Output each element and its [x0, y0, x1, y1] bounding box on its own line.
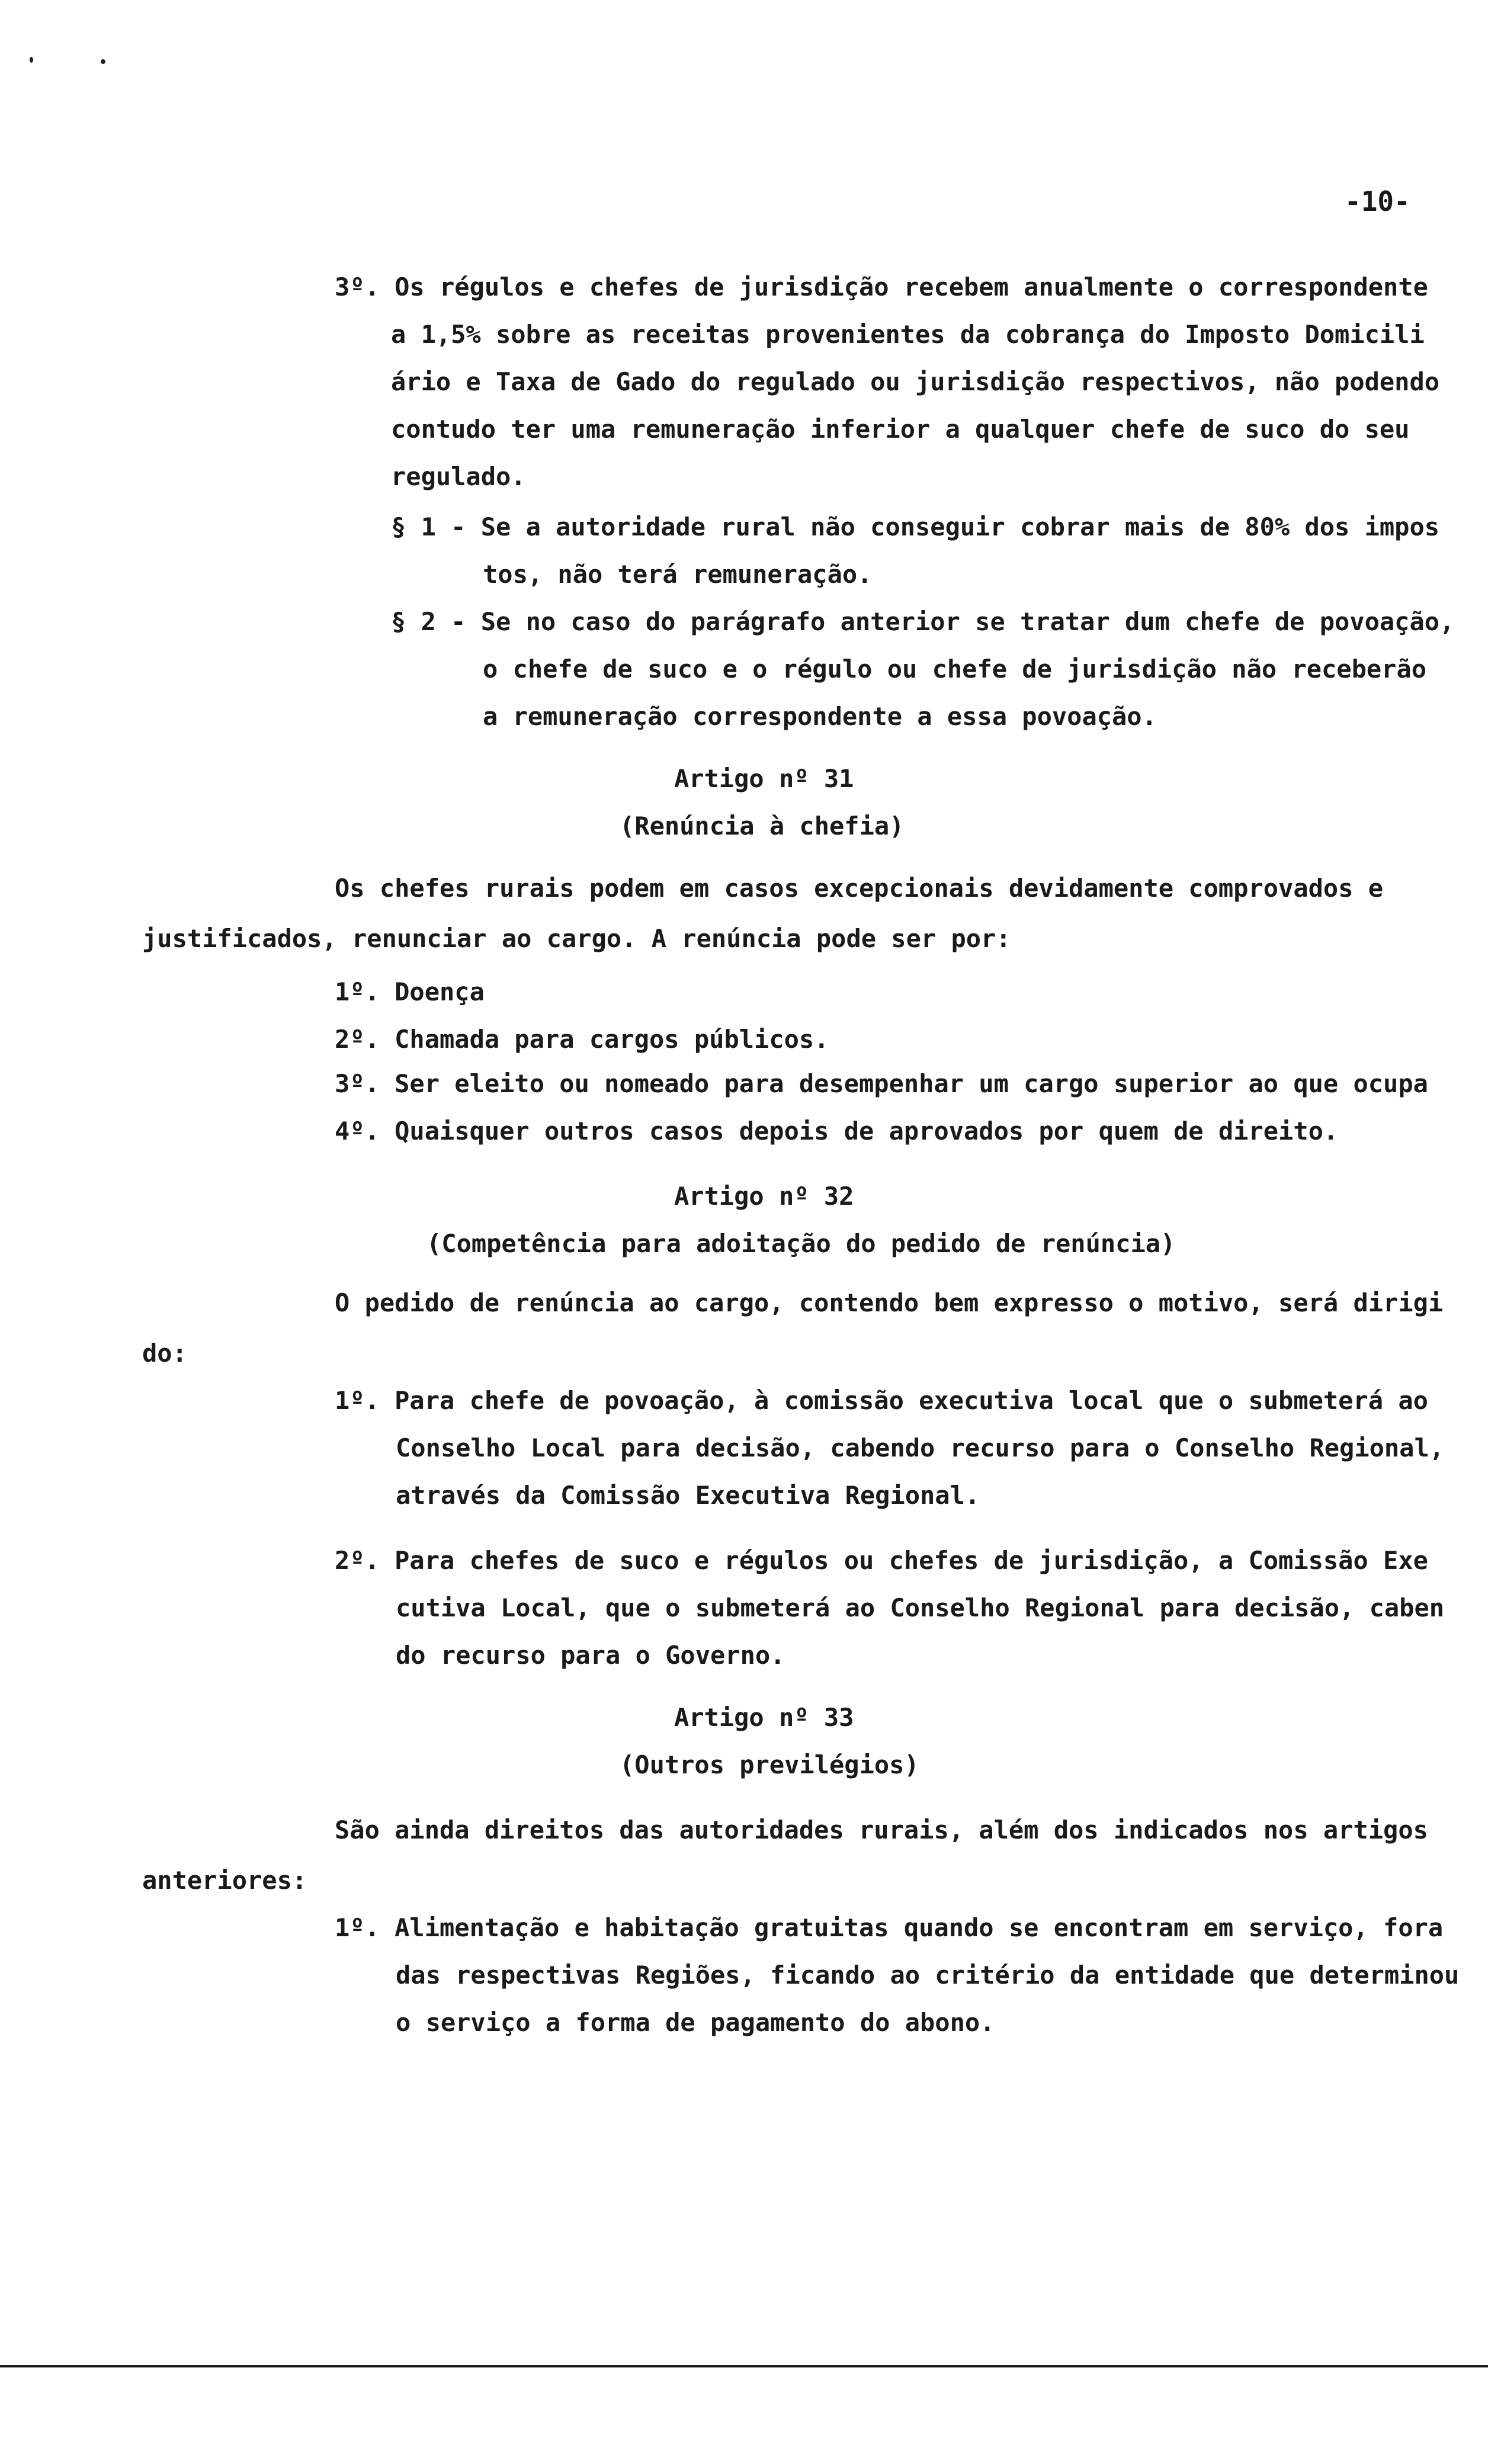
article-31-subtitle: (Renúncia à chefia): [620, 811, 905, 840]
article-33-subtitle: (Outros previlégios): [620, 1750, 919, 1779]
article-31-item-4: 4º. Quaisquer outros casos depois de aprovados por quem de direito.: [335, 1116, 1339, 1146]
article-32-intro-line-1: O pedido de renúncia ao cargo, contendo bem expresso o motivo, será dirigi: [335, 1288, 1444, 1317]
article-32-item-1-line-1: 1º. Para chefe de povoação, à comissão executiva local que o submeterá ao: [335, 1386, 1428, 1415]
item3-line-1: 3º. Os régulos e chefes de jurisdição recebem anualmente o correspondente: [335, 272, 1428, 301]
paragraph-2-line-1: § 2 - Se no caso do parágrafo anterior se tratar dum chefe de povoação,: [391, 607, 1455, 636]
paragraph-1-line-1: § 1 - Se a autoridade rural não conseguir cobrar mais de 80% dos impos: [391, 512, 1440, 541]
article-33-item-1-line-2: das respectivas Regiões, ficando ao critério da entidade que determinou: [396, 1961, 1460, 1990]
article-33-intro-line-1: São ainda direitos das autoridades rurais, além dos indicados nos artigos: [335, 1815, 1428, 1844]
item3-line-4: contudo ter uma remuneração inferior a qualquer chefe de suco do seu: [391, 415, 1410, 444]
article-32-item-2-line-1: 2º. Para chefes de suco e régulos ou chefes de jurisdição, a Comissão Exe: [335, 1546, 1428, 1575]
page-number: -10-: [1345, 185, 1410, 217]
article-31-intro-line-1: Os chefes rurais podem em casos excepcionais devidamente comprovados e: [335, 874, 1384, 903]
item3-line-2: a 1,5% sobre as receitas provenientes da cobrança do Imposto Domicili: [391, 320, 1425, 349]
article-32-intro-line-2: do:: [142, 1339, 187, 1368]
article-33-intro-line-2: anteriores:: [142, 1866, 307, 1895]
article-33-item-1-line-1: 1º. Alimentação e habitação gratuitas quando se encontram em serviço, fora: [335, 1913, 1444, 1942]
article-31-item-1: 1º. Doença: [335, 977, 485, 1006]
scan-mark: [101, 59, 105, 64]
article-32-item-1-line-2: Conselho Local para decisão, cabendo recurso para o Conselho Regional,: [396, 1433, 1445, 1462]
paragraph-2-line-3: a remuneração correspondente a essa povoação.: [483, 702, 1157, 731]
item3-line-5: regulado.: [391, 462, 526, 491]
item3-line-3: ário e Taxa de Gado do regulado ou jurisdição respectivos, não podendo: [391, 367, 1440, 396]
article-32-item-2-line-3: do recurso para o Governo.: [396, 1641, 785, 1670]
scan-mark: [30, 57, 33, 63]
article-32-item-2-line-2: cutiva Local, que o submeterá ao Conselho Regional para decisão, caben: [396, 1593, 1445, 1622]
article-33-title: Artigo nº 33: [674, 1703, 854, 1732]
article-32-item-1-line-3: através da Comissão Executiva Regional.: [396, 1481, 980, 1510]
bottom-rule-divider: [0, 2365, 1488, 2367]
article-31-intro-line-2: justificados, renunciar ao cargo. A renúncia pode ser por:: [142, 924, 1011, 953]
article-32-title: Artigo nº 32: [674, 1182, 854, 1211]
article-31-title: Artigo nº 31: [674, 764, 854, 793]
paragraph-2-line-2: o chefe de suco e o régulo ou chefe de jurisdição não receberão: [483, 654, 1427, 684]
article-31-item-2: 2º. Chamada para cargos públicos.: [335, 1025, 829, 1054]
paragraph-1-line-2: tos, não terá remuneração.: [483, 560, 873, 589]
article-32-subtitle: (Competência para adoitação do pedido de renúncia): [426, 1229, 1176, 1258]
article-31-item-3: 3º. Ser eleito ou nomeado para desempenhar um cargo superior ao que ocupa: [335, 1069, 1428, 1098]
article-33-item-1-line-3: o serviço a forma de pagamento do abono.: [396, 2008, 995, 2037]
